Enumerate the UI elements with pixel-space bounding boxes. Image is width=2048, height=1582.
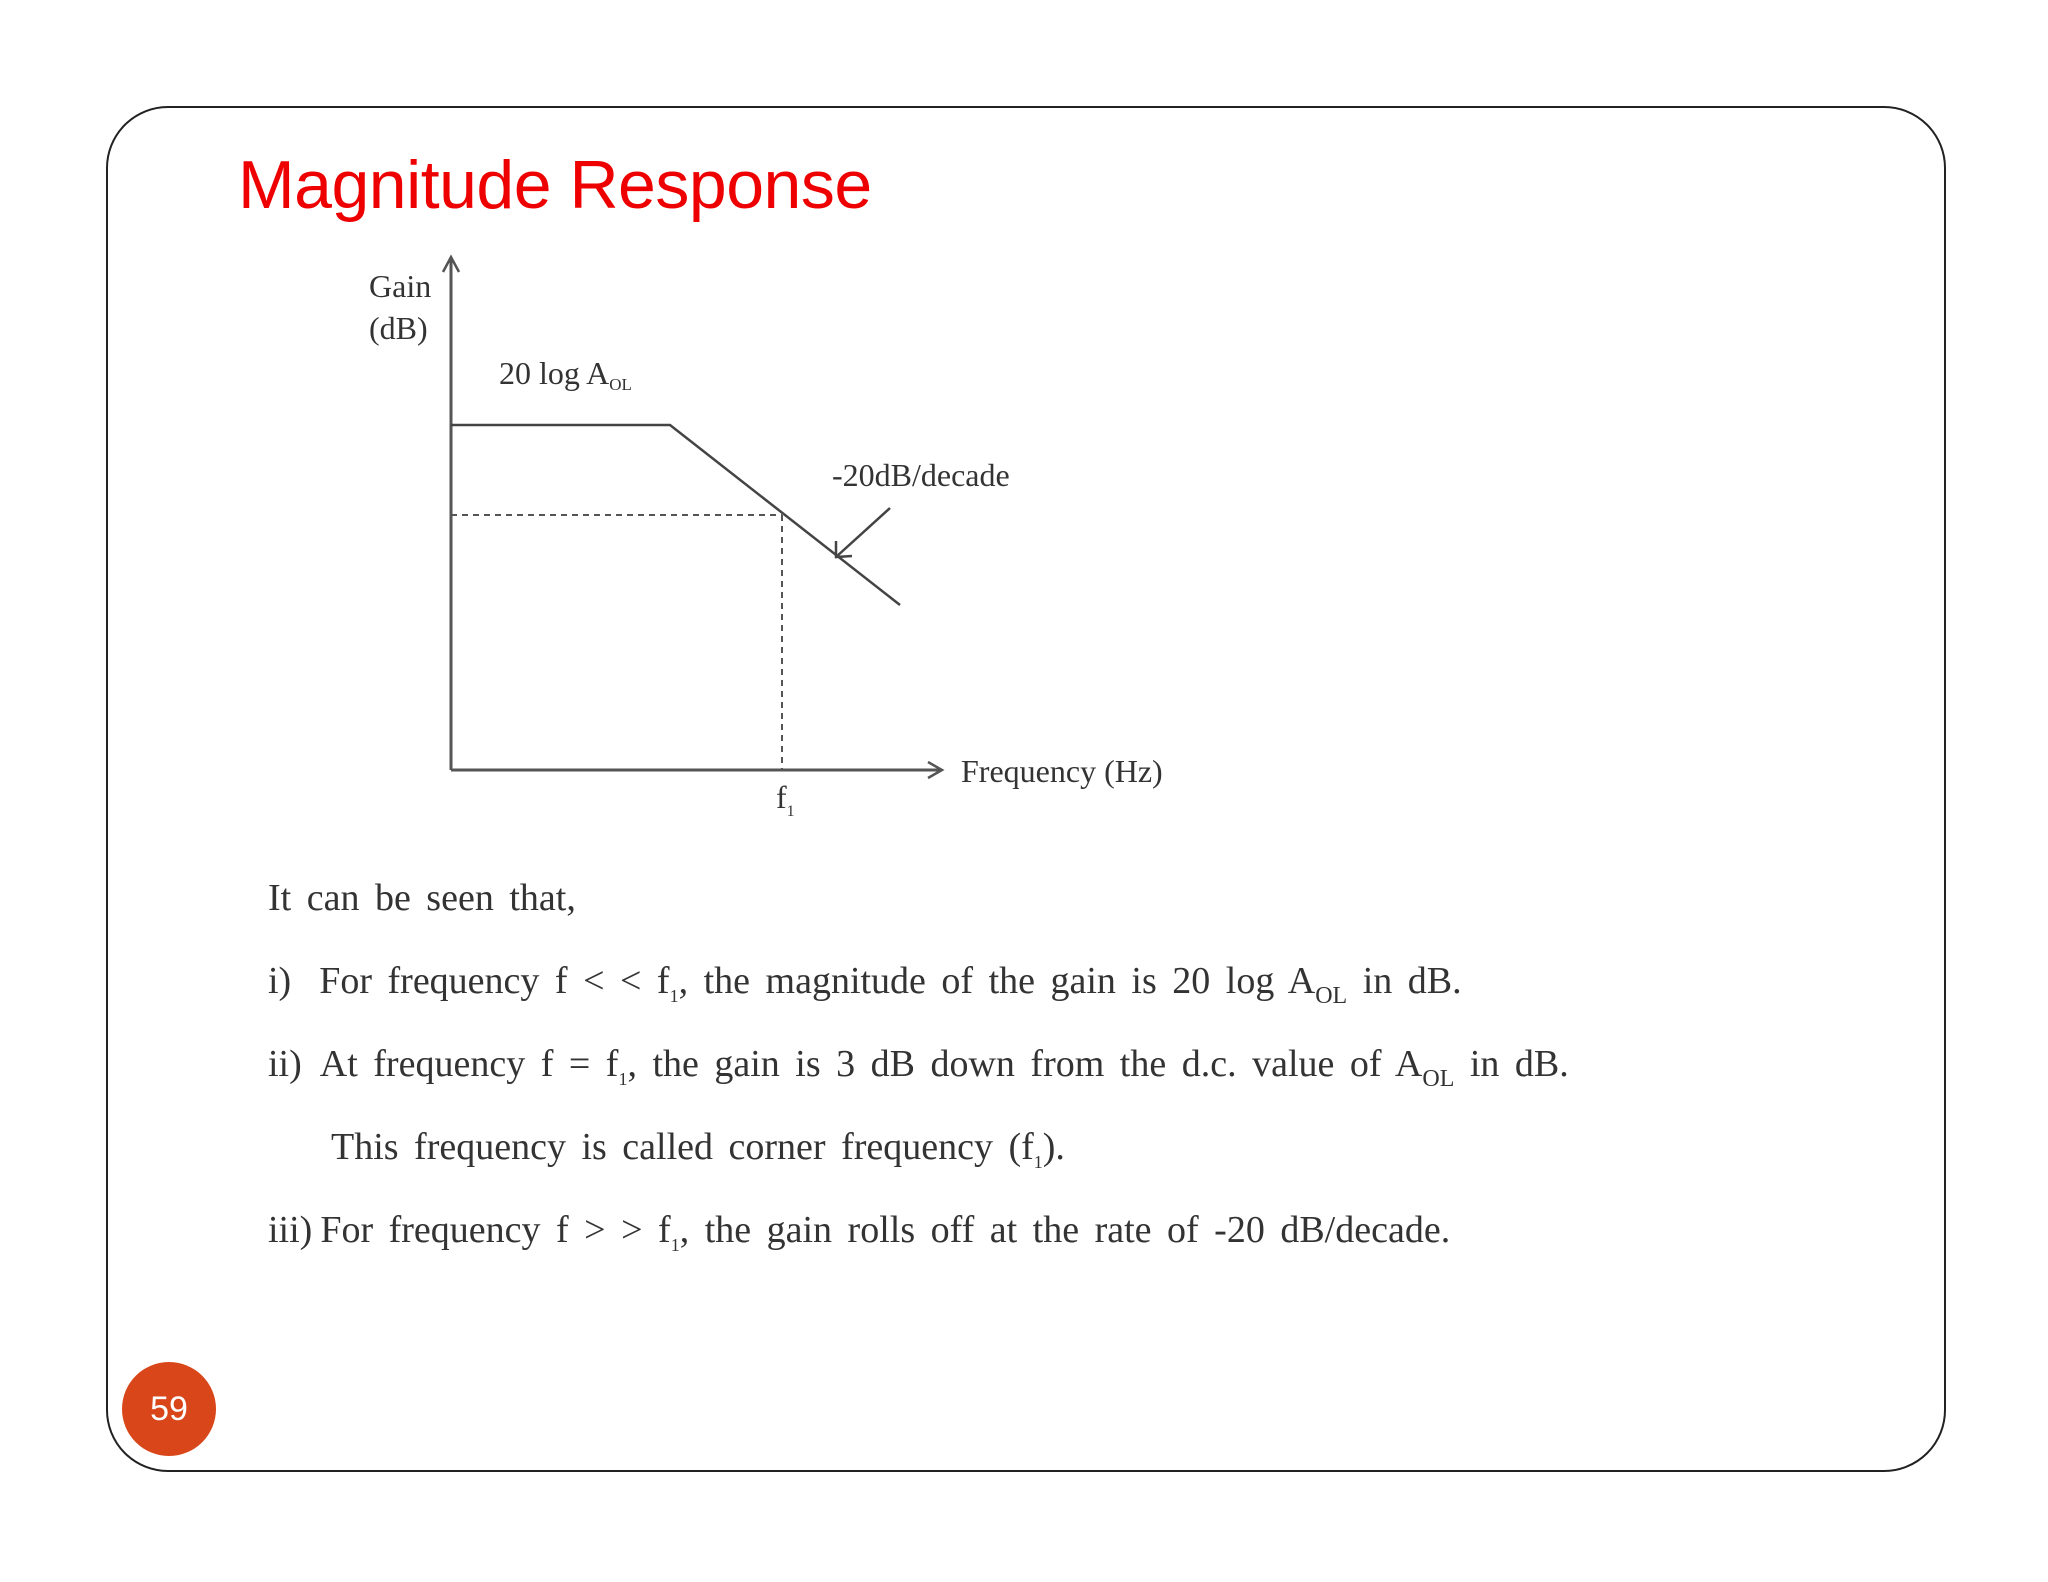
corner-frequency-label: $f_1$ <box>776 779 795 820</box>
y-axis-label-gain: Gain <box>369 268 432 304</box>
slide-title: Magnitude Response <box>238 147 872 223</box>
item-2-continuation: This frequency is called corner frequency $(f_1)$. <box>331 1126 1065 1172</box>
intro-line: It can be seen that, <box>268 877 576 919</box>
item-1: i) For frequency f < < $f_1$, the magnitude of the gain is 20 $\log A_{OL}$ in dB. <box>268 960 1462 1009</box>
slope-label: -20dB/decade <box>832 457 1010 493</box>
bode-diagram <box>340 240 1200 840</box>
y-axis-label-unit: (dB) <box>369 310 428 346</box>
item-3: iii) For frequency f > > $f_1$, the gain rolls off at the rate of -20 dB/decade. <box>268 1209 1451 1255</box>
item-2: ii) At frequency $f = f_1$, the gain is 3 dB down from the d.c. value of $A_{OL}$ in dB. <box>268 1043 1569 1092</box>
item-1-prefix: i) <box>268 960 292 1002</box>
item-2-prefix: ii) <box>268 1043 302 1085</box>
flat-gain-label: 20 log AOL <box>499 355 632 394</box>
item-3-prefix: iii) <box>268 1209 313 1251</box>
bode-diagram-svg <box>340 240 1200 840</box>
page-number-badge: 59 <box>122 1362 216 1456</box>
x-axis-label: Frequency (Hz) <box>961 753 1163 789</box>
slope-pointer-line <box>836 508 890 557</box>
